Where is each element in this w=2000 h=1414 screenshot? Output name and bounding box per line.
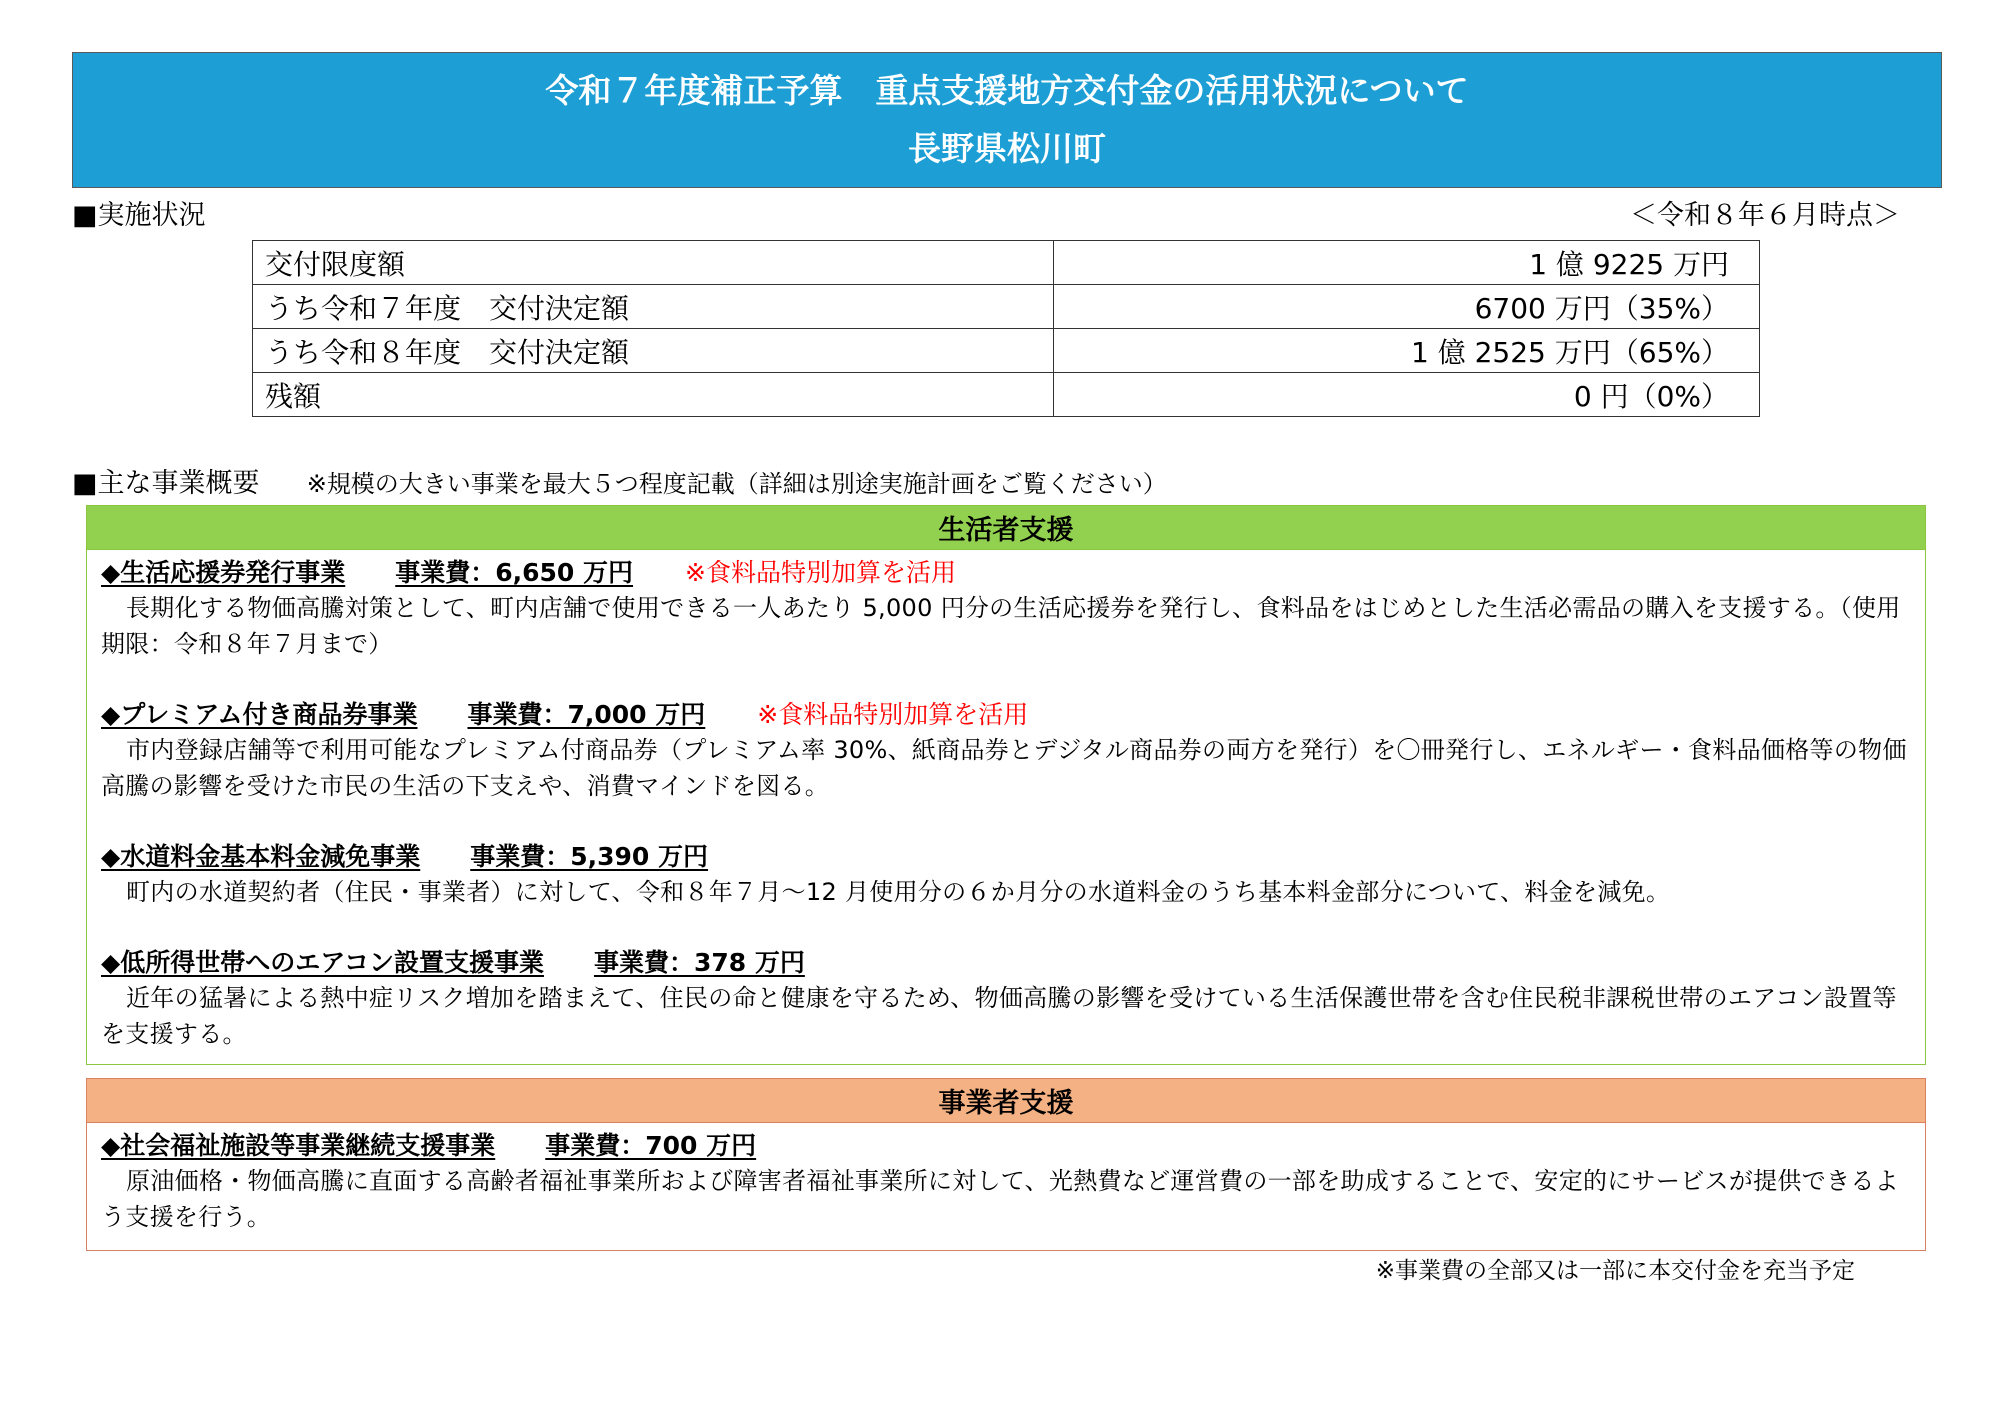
table-row	[253, 329, 1760, 373]
business-support-heading: 事業者支援	[87, 1079, 1925, 1123]
table-row	[253, 373, 1760, 417]
project-cost: 事業費：5,390 万円	[470, 842, 709, 871]
project-description: 近年の猛暑による熱中症リスク増加を踏まえて、住民の命と健康を守るため、物価高騰の影響を受けている生活保護世帯を含む住民税非課税世帯のエアコン設置等を支援する。	[101, 984, 1897, 1048]
overview-note: ※規模の大きい事業を最大５つ程度記載（詳細は別途実施計画をご覧ください）	[306, 470, 1167, 498]
row-value: 1 億 2525 万円（65%）	[1054, 329, 1760, 373]
row-label: うち令和８年度 交付決定額	[253, 329, 1054, 373]
project-name: ◆社会福祉施設等事業継続支援事業	[101, 1131, 496, 1160]
project-name: ◆プレミアム付き商品券事業	[101, 700, 418, 729]
overview-label: ■主な事業概要	[72, 468, 260, 499]
list-item	[101, 1129, 1911, 1235]
project-name: ◆水道料金基本料金減免事業	[101, 842, 421, 871]
table-row	[253, 241, 1760, 285]
page-title-banner	[72, 52, 1942, 188]
consumer-support-heading: 生活者支援	[87, 506, 1925, 550]
overview-section-label	[72, 467, 1167, 501]
municipality-name: 長野県松川町	[908, 129, 1106, 168]
status-section-label: ■実施状況	[72, 200, 206, 231]
project-note: ※食料品特別加算を活用	[757, 700, 1029, 729]
consumer-support-box	[86, 505, 1926, 1065]
as-of-date: ＜令和８年６月時点＞	[1630, 200, 1900, 231]
row-label: 残額	[253, 373, 1054, 417]
table-row	[253, 285, 1760, 329]
project-cost: 事業費：700 万円	[545, 1131, 757, 1160]
page-title: 令和７年度補正予算 重点支援地方交付金の活用状況について	[545, 71, 1469, 110]
project-cost: 事業費：6,650 万円	[395, 558, 634, 587]
row-value: 6700 万円（35%）	[1054, 285, 1760, 329]
footnote: ※事業費の全部又は一部に本交付金を充当予定	[1375, 1258, 1855, 1284]
row-value: 0 円（0%）	[1054, 373, 1760, 417]
project-description: 原油価格・物価高騰に直面する高齢者福祉事業所および障害者福祉事業所に対して、光熱費など運営費の一部を助成することで、安定的にサービスが提供できるよう支援を行う。	[101, 1167, 1899, 1231]
list-item	[101, 840, 1911, 910]
project-description: 町内の水道契約者（住民・事業者）に対して、令和８年７月～12 月使用分の６か月分の水道料金のうち基本料金部分について、料金を減免。	[126, 878, 1671, 906]
project-name: ◆低所得世帯へのエアコン設置支援事業	[101, 948, 544, 977]
project-cost: 事業費：7,000 万円	[467, 700, 706, 729]
project-cost: 事業費：378 万円	[593, 948, 805, 977]
row-label: うち令和７年度 交付決定額	[253, 285, 1054, 329]
project-description: 長期化する物価高騰対策として、町内店舗で使用できる一人あたり 5,000 円分の生活応援券を発行し、食料品をはじめとした生活必需品の購入を支援する。（使用期限：令和８年７月まで）	[101, 594, 1901, 658]
status-table	[252, 240, 1760, 417]
business-support-box	[86, 1078, 1926, 1251]
list-item	[101, 698, 1911, 804]
row-label: 交付限度額	[253, 241, 1054, 285]
list-item	[101, 946, 1911, 1052]
row-value: 1 億 9225 万円	[1054, 241, 1760, 285]
project-description: 市内登録店舗等で利用可能なプレミアム付商品券（プレミアム率 30%、紙商品券とデジタル商品券の両方を発行）を〇冊発行し、エネルギー・食料品価格等の物価高騰の影響を受けた市民の生活の下支えや、消費マインドを図る。	[101, 736, 1907, 800]
project-note: ※食料品特別加算を活用	[685, 558, 956, 587]
project-name: ◆生活応援券発行事業	[101, 558, 346, 587]
list-item	[101, 556, 1911, 662]
